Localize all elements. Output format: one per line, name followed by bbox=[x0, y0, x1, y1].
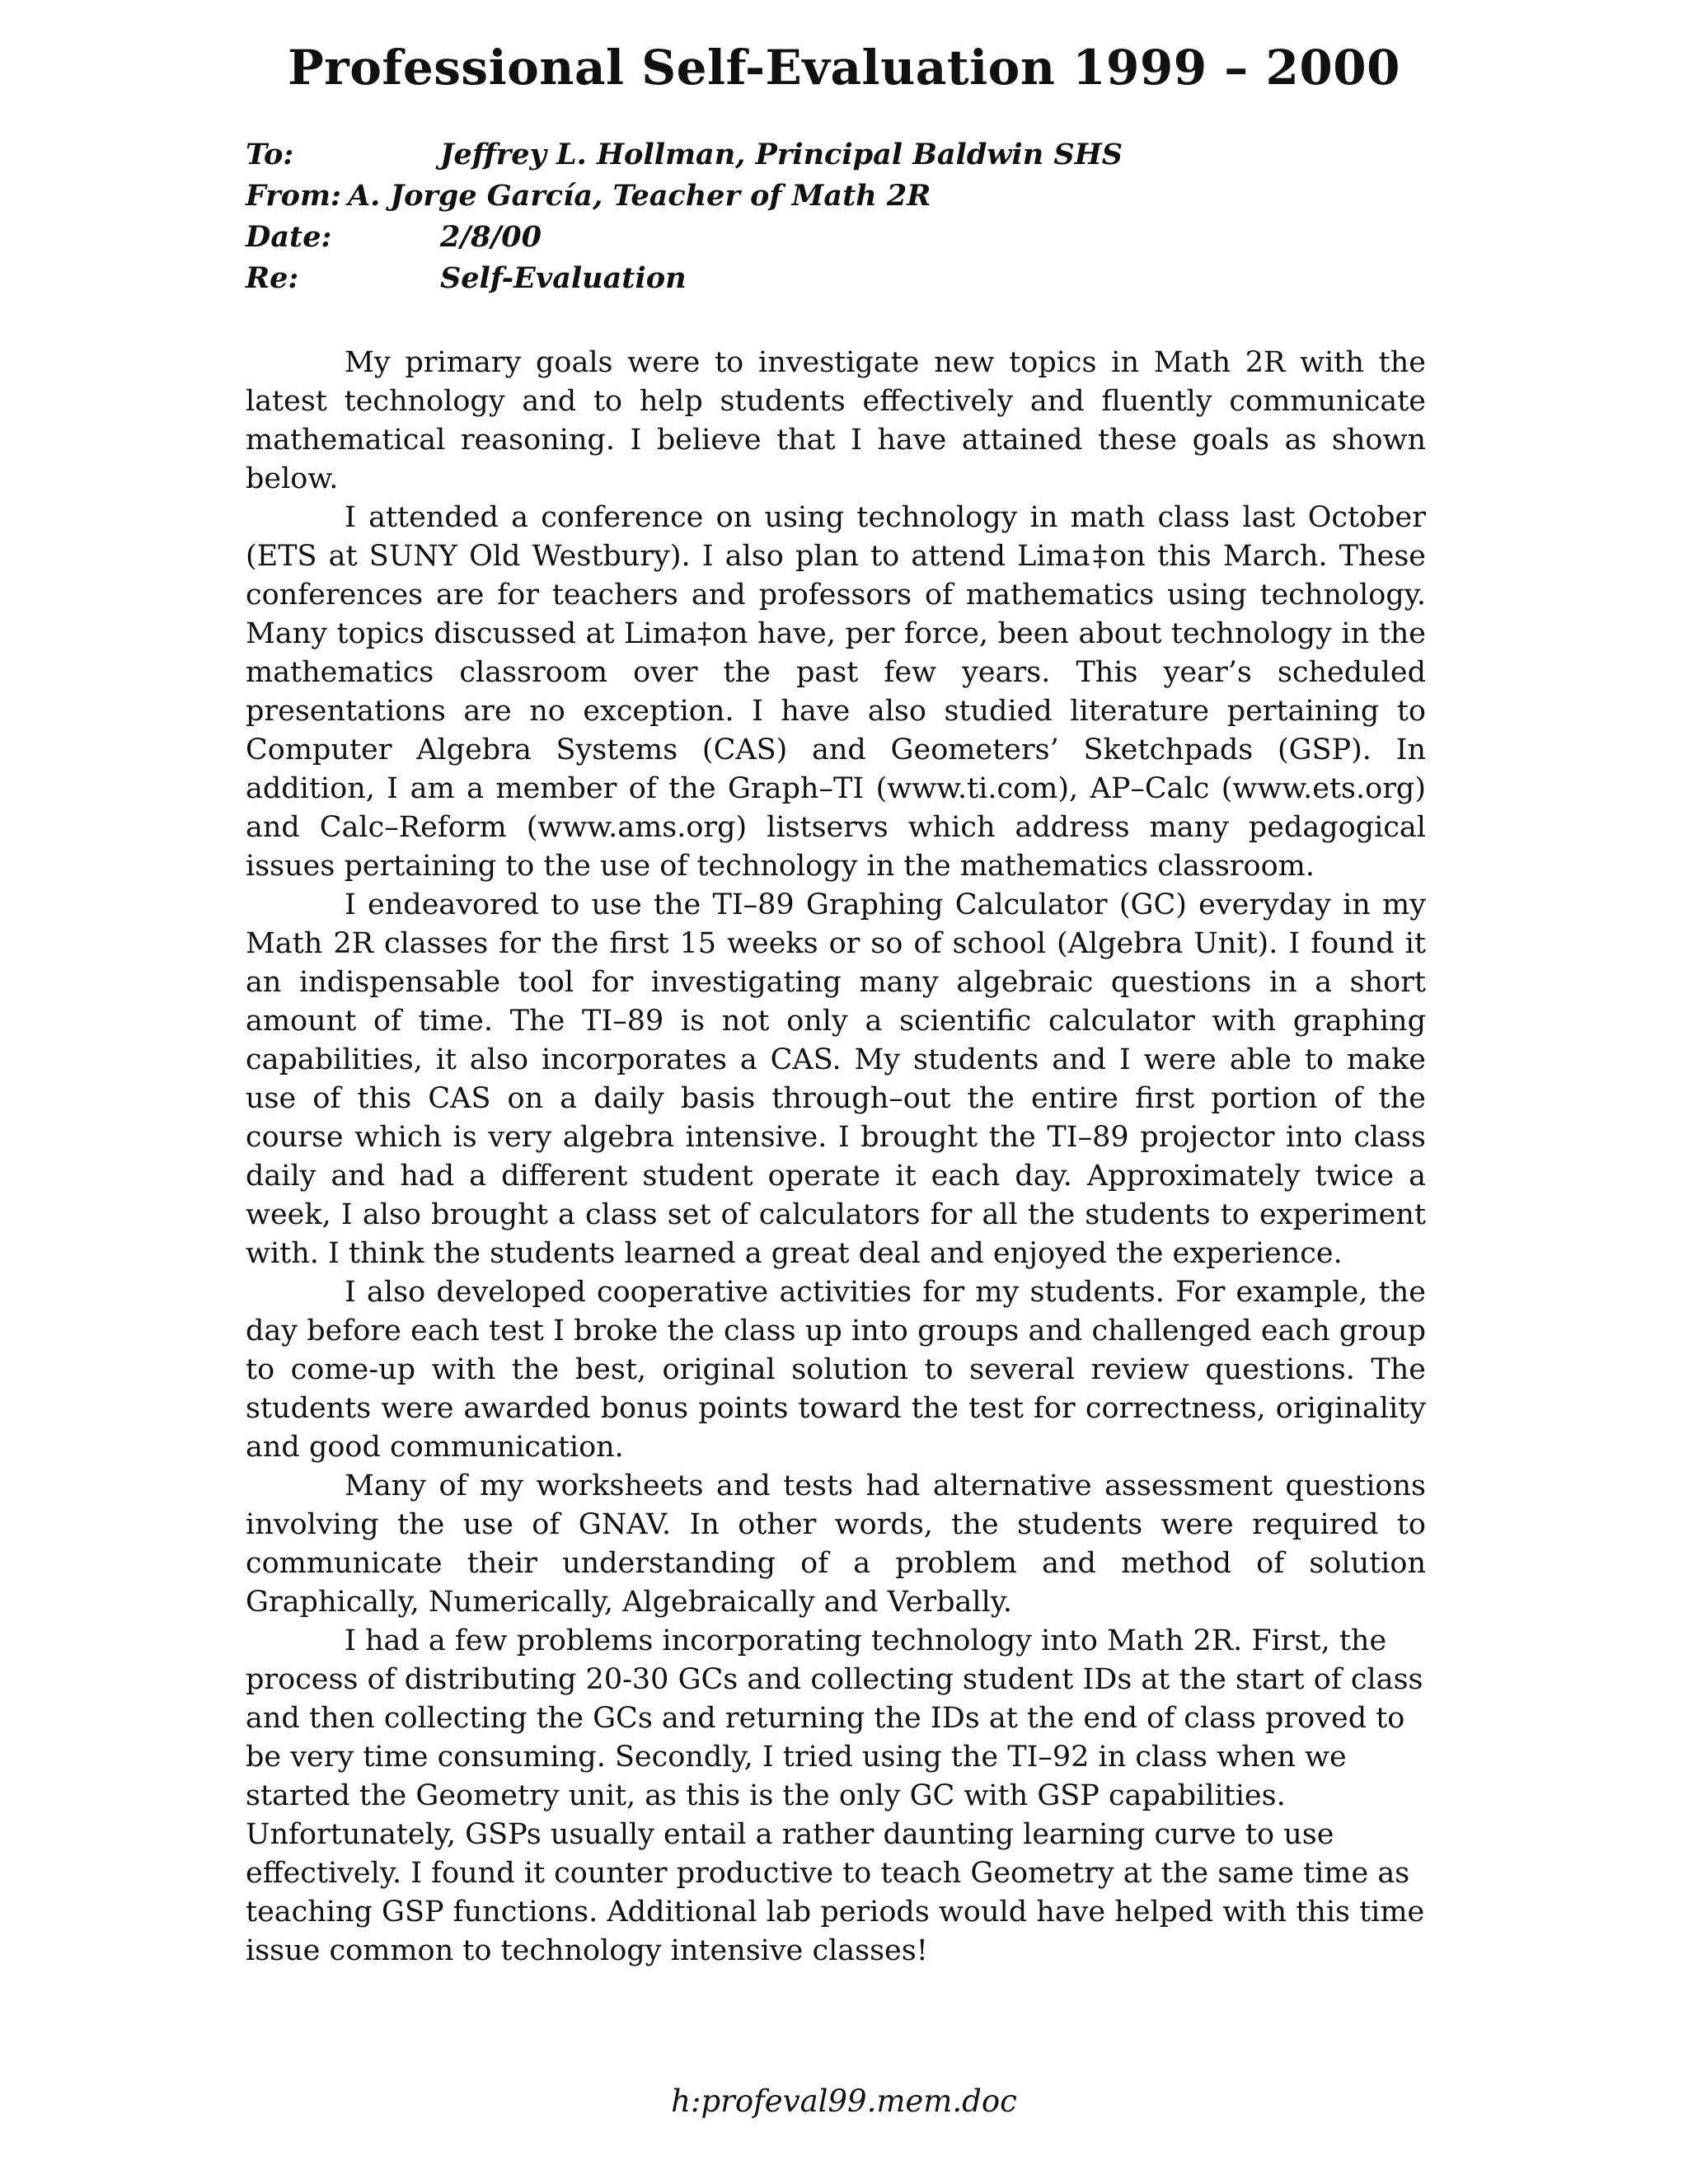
paragraph-alternative-assessment: Many of my worksheets and tests had alternative assessment questions involving the use of GNAV. In other words, the students were required to communicate their understanding of a problem and method of solution Graphically, Numerically, Algebraically and Verbally. bbox=[246, 1469, 1426, 1619]
paragraph-cooperative-activities: I also developed cooperative activities for my students. For example, the day before each test I broke the class up into groups and challenged each group to come-up with the best, original solution to several review questions. The students were awarded bonus points toward the test for correctness, originality and good communication. bbox=[246, 1276, 1426, 1464]
memo-to-value: Jeffrey L. Hollman, Principal Baldwin SHS bbox=[440, 138, 1123, 171]
memo-re-row bbox=[246, 258, 1482, 299]
paragraph-goals: My primary goals were to investigate new topics in Math 2R with the latest technology and to help students effectively and fluently communicate mathematical reasoning. I believe that I have attained these goals as shown below. bbox=[246, 346, 1426, 495]
file-path-footer: h:profeval99.mem.doc bbox=[671, 2083, 1017, 2119]
memo-re-value: Self-Evaluation bbox=[440, 261, 687, 295]
paragraph-graphing-calculator: I endeavored to use the TI–89 Graphing Calculator (GC) everyday in my Math 2R classes for the first 15 weeks or so of school (Algebra Unit). I found it an indispensable tool for investigating many algebraic questions in a short amount of time. The TI–89 is not only a scientific calculator with graphing capabilities, it also incorporates a CAS. My students and I were able to make use of this CAS on a daily basis through–out the entire first portion of the course which is very algebra intensive. I brought the TI–89 projector into class daily and had a different student operate it each day. Approximately twice a week, I also brought a class set of calculators for all the students to experiment with. I think the students learned a great deal and enjoyed the experience. bbox=[246, 888, 1426, 1270]
memo-date-value: 2/8/00 bbox=[440, 220, 542, 254]
memo-header bbox=[246, 134, 1482, 299]
memo-body bbox=[246, 344, 1426, 1971]
paragraph-problems: I had a few problems incorporating technology into Math 2R. First, the process of distributing 20-30 GCs and collecting student IDs at the start of class and then collecting the GCs and returning the IDs at the end of class proved to be very time consuming. Secondly, I tried using the TI–92 in class when we started the Geometry unit, as this is the only GC with GSP capabilities. Unfortunately, GSPs usually entail a rather daunting learning curve to use effectively. I found it counter productive to teach Geometry at the same time as teaching GSP functions. Additional lab periods would have helped with this time issue common to technology intensive classes! bbox=[246, 1624, 1425, 1967]
memo-from-row bbox=[246, 176, 1482, 217]
memo-from-label: From: bbox=[246, 179, 341, 213]
paragraph-conferences: I attended a conference on using technology in math class last October (ETS at SUNY Old Westbury). I also plan to attend Lima‡on this March. These conferences are for teachers and professors of mathematics using technology. Many topics discussed at Lima‡on have, per force, been about technology in the mathematics classroom over the past few years. This year’s scheduled presentations are no exception. I have also studied literature pertaining to Computer Algebra Systems (CAS) and Geometers’ Sketchpads (GSP). In addition, I am a member of the Graph–TI (www.ti.com), AP–Calc (www.ets.org) and Calc–Reform (www.ams.org) listservs which address many pedagogical issues pertaining to the use of technology in the mathematics classroom. bbox=[246, 501, 1426, 883]
memo-to-row bbox=[246, 134, 1482, 176]
memo-date-label: Date: bbox=[246, 220, 332, 254]
memo-date-row bbox=[246, 217, 1482, 258]
memo-to-label: To: bbox=[246, 138, 294, 171]
memo-re-label: Re: bbox=[246, 261, 299, 295]
memo-from-value: A. Jorge García, Teacher of Math 2R bbox=[347, 179, 931, 213]
document-title: Professional Self-Evaluation 1999 – 2000 bbox=[288, 40, 1400, 96]
